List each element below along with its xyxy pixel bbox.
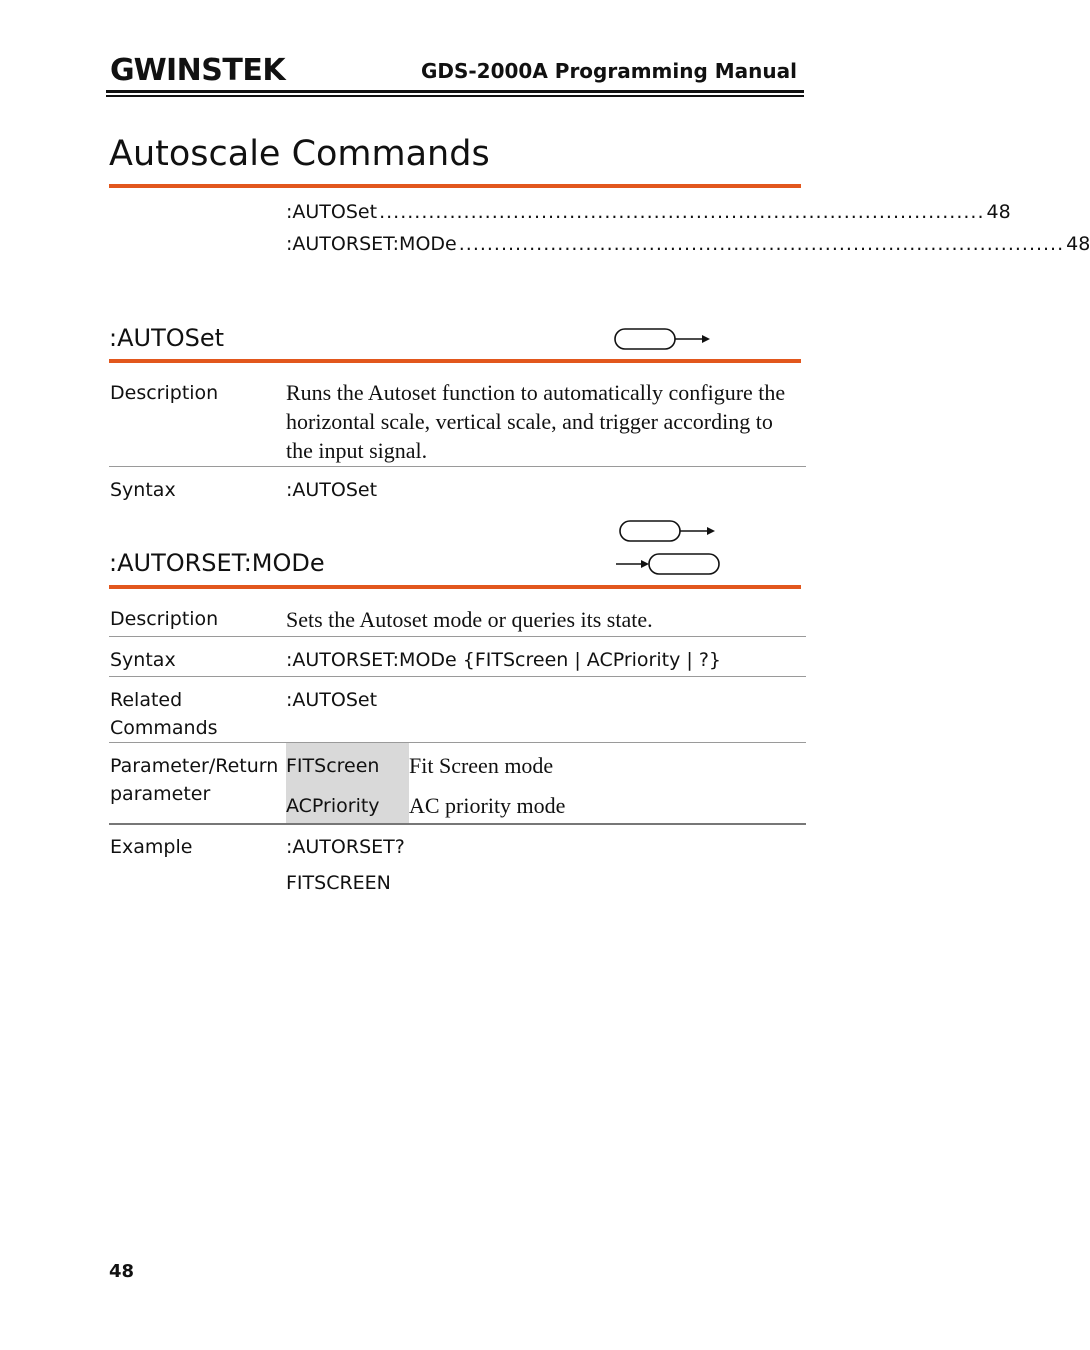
brand-logo: [110, 52, 285, 86]
svg-text:INSTEK: INSTEK: [166, 53, 286, 88]
toc-entry-label: :AUTORSET:MODe: [286, 233, 457, 255]
svg-text:GW: GW: [110, 53, 166, 88]
toc-entry-page: 48: [986, 201, 1011, 223]
row-divider: [109, 742, 806, 743]
toc-entry[interactable]: [286, 233, 1090, 259]
toc-entry-page: 48: [1066, 233, 1090, 255]
set-command-icon: [613, 327, 713, 358]
query-command-icon: [614, 551, 724, 582]
related-command: :AUTOSet: [286, 689, 378, 711]
page-title: Autoscale Commands: [109, 134, 490, 174]
toc-entry-label: :AUTOSet: [286, 201, 378, 223]
parameter-label-line2: parameter: [110, 783, 211, 805]
row-divider: [109, 676, 806, 677]
page-number: 48: [109, 1261, 135, 1282]
title-rule: [109, 184, 801, 188]
related-label: Related: [110, 689, 183, 711]
parameter-description: AC priority mode: [409, 793, 566, 818]
toc-leader-dots: ......................................................................................: [379, 201, 985, 223]
command-heading: :AUTORSET:MODe: [109, 549, 325, 577]
row-divider: [109, 823, 806, 825]
command-heading: :AUTOSet: [109, 324, 225, 352]
syntax-text: :AUTORSET:MODe {FITScreen | ACPriority | ?}: [286, 649, 721, 671]
description-label: Description: [110, 608, 219, 630]
gw-instek-logo: [110, 52, 285, 86]
toc-leader-dots: ......................................................................................: [458, 233, 1065, 255]
description-text: Sets the Autoset mode or queries its state.: [286, 607, 653, 632]
example-label: Example: [110, 836, 193, 858]
parameter-description: Fit Screen mode: [409, 753, 554, 778]
row-divider: [109, 466, 806, 467]
syntax-text: :AUTOSet: [286, 479, 378, 501]
set-command-icon: [618, 518, 718, 549]
parameter-label: Parameter/Return: [110, 755, 279, 777]
parameter-name: FITScreen: [286, 755, 380, 777]
command-rule: [109, 585, 801, 589]
row-divider: [109, 636, 806, 637]
description-label: Description: [110, 382, 219, 404]
example-line: :AUTORSET?: [286, 836, 405, 858]
header-rule: [106, 90, 804, 93]
syntax-label: Syntax: [110, 479, 176, 501]
command-rule: [109, 359, 801, 363]
toc-entry[interactable]: [286, 201, 1011, 227]
description-text: Runs the Autoset function to automatically configure the horizontal scale, vertical scale, and trigger according to the input signal.: [286, 380, 786, 463]
example-line: FITSCREEN: [286, 872, 391, 894]
header-rule-secondary: [106, 95, 804, 97]
manual-title: GDS-2000A Programming Manual: [420, 59, 797, 83]
syntax-label: Syntax: [110, 649, 176, 671]
parameter-name: ACPriority: [286, 795, 380, 817]
related-label-line2: Commands: [110, 717, 218, 739]
